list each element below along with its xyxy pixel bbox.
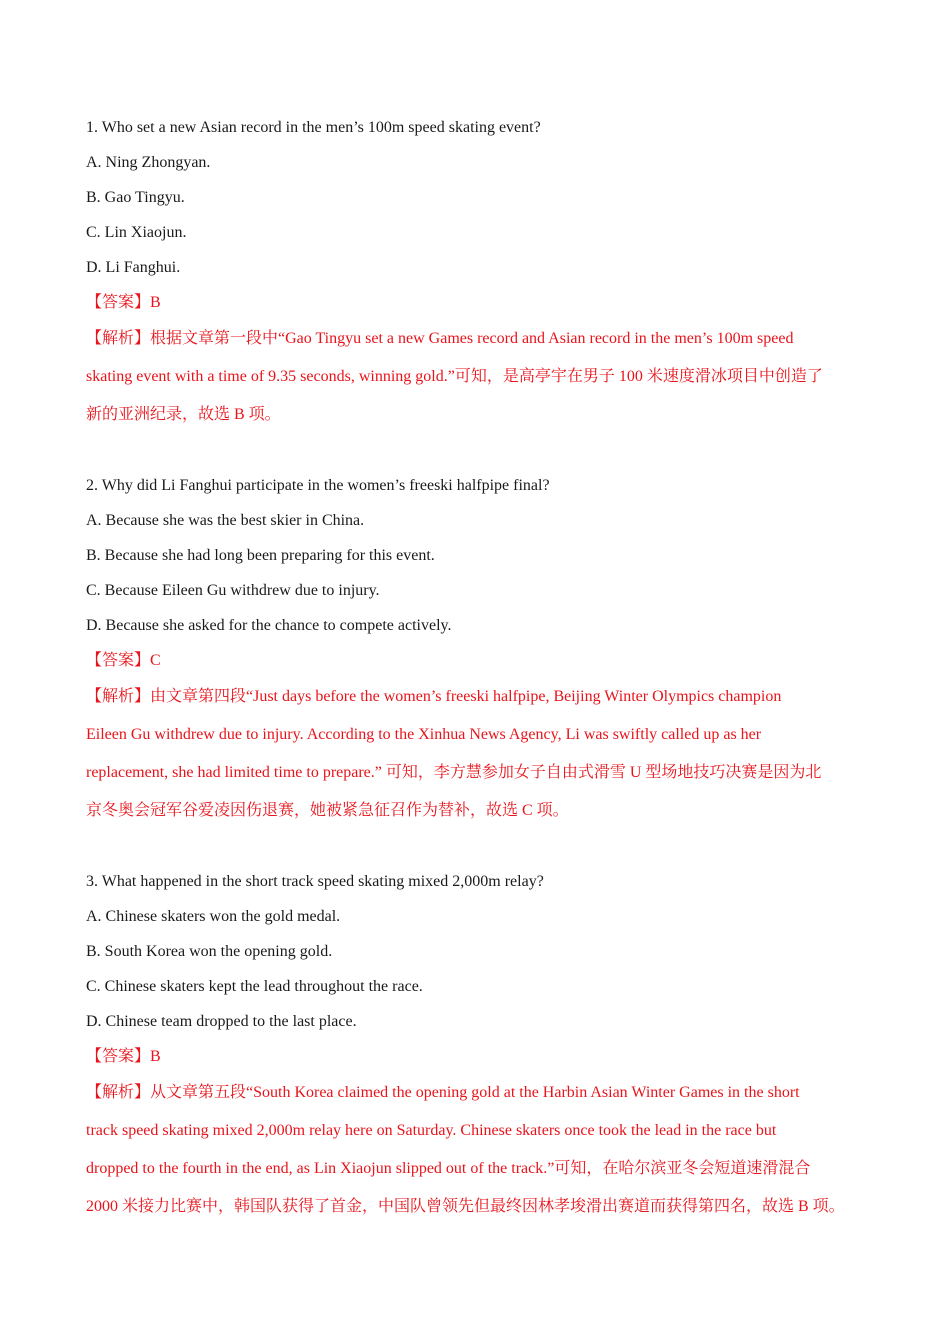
analysis-line: Eileen Gu withdrew due to injury. According to the Xinhua News Agency, Li was swiftly called up as her (86, 726, 762, 743)
answer-label: 【答案】C (86, 652, 161, 669)
spacer (86, 830, 886, 864)
option-d: D. Chinese team dropped to the last place. (86, 1013, 357, 1030)
option-d: D. Because she asked for the chance to compete actively. (86, 617, 452, 634)
option-c: C. Lin Xiaojun. (86, 224, 187, 241)
analysis-line: track speed skating mixed 2,000m relay here on Saturday. Chinese skaters once took the lead in the race but (86, 1122, 777, 1139)
option-b: B. South Korea won the opening gold. (86, 943, 333, 960)
analysis-line: 京冬奥会冠军谷爱凌因伤退赛，她被紧急征召作为替补，故选 C 项。 (86, 802, 569, 819)
question-3 (86, 864, 886, 1226)
analysis-line: skating event with a time of 9.35 seconds, winning gold.”可知，是高亭宇在男子 100 米速度滑冰项目中创造了 (86, 368, 823, 385)
analysis-line: 新的亚洲纪录，故选 B 项。 (86, 406, 281, 423)
question-stem: 3. What happened in the short track speed skating mixed 2,000m relay? (86, 873, 544, 890)
analysis-line: replacement, she had limited time to prepare.” 可知，李方慧参加女子自由式滑雪 U 型场地技巧决赛是因为北 (86, 764, 822, 781)
spacer (86, 434, 886, 468)
analysis-line: 【解析】由文章第四段“Just days before the women’s freeski halfpipe, Beijing Winter Olympics champion (86, 688, 782, 705)
option-c: C. Because Eileen Gu withdrew due to injury. (86, 582, 380, 599)
option-b: B. Because she had long been preparing for this event. (86, 547, 435, 564)
analysis-text (86, 1074, 886, 1226)
analysis-line: 2000 米接力比赛中，韩国队获得了首金，中国队曾领先但最终因林孝埈滑出赛道而获得第四名，故选 B 项。 (86, 1198, 845, 1215)
option-a: A. Because she was the best skier in China. (86, 512, 365, 529)
analysis-line: dropped to the fourth in the end, as Lin Xiaojun slipped out of the track.”可知，在哈尔滨亚冬会短道速滑混合 (86, 1160, 811, 1177)
question-stem: 1. Who set a new Asian record in the men’s 100m speed skating event? (86, 119, 541, 136)
option-a: A. Ning Zhongyan. (86, 154, 211, 171)
answer-label: 【答案】B (86, 1048, 161, 1065)
document-page (86, 110, 886, 1226)
analysis-text (86, 320, 886, 434)
question-2 (86, 468, 886, 830)
analysis-text (86, 678, 886, 830)
analysis-line: 【解析】根据文章第一段中“Gao Tingyu set a new Games record and Asian record in the men’s 100m speed (86, 330, 794, 347)
question-1 (86, 110, 886, 434)
option-b: B. Gao Tingyu. (86, 189, 185, 206)
option-a: A. Chinese skaters won the gold medal. (86, 908, 341, 925)
answer-label: 【答案】B (86, 294, 161, 311)
question-stem: 2. Why did Li Fanghui participate in the women’s freeski halfpipe final? (86, 477, 550, 494)
analysis-line: 【解析】从文章第五段“South Korea claimed the opening gold at the Harbin Asian Winter Games in the short (86, 1084, 800, 1101)
option-d: D. Li Fanghui. (86, 259, 181, 276)
option-c: C. Chinese skaters kept the lead throughout the race. (86, 978, 423, 995)
